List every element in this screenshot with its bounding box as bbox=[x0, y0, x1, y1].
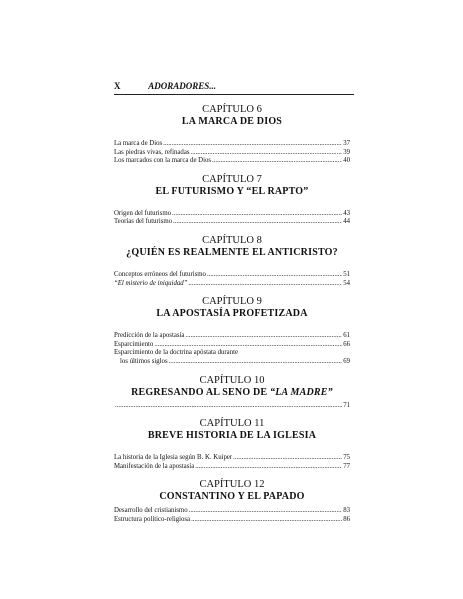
entry-text: Teorías del futurismo bbox=[114, 218, 173, 226]
chapter-7 bbox=[114, 174, 350, 227]
chapter-title: ¿QUIÉN ES REALMENTE EL ANTICRISTO? bbox=[126, 246, 338, 258]
entry-text: Los marcados con la marca de Dios bbox=[114, 157, 212, 165]
entry-page: 69 bbox=[343, 357, 350, 365]
chapter-label: CAPÍTULO 6 bbox=[202, 104, 262, 115]
entry-text: Origen del futurismo bbox=[114, 209, 172, 217]
chapter-title-text: REGRESANDO AL SENO DE bbox=[131, 386, 271, 398]
leader-dots bbox=[154, 341, 342, 350]
toc-entry[interactable] bbox=[114, 454, 350, 463]
entry-text: Predicción de la apostasía bbox=[114, 332, 185, 340]
entry-page: 37 bbox=[343, 140, 350, 147]
leader-dots bbox=[207, 271, 342, 280]
entry-text: “El misterio de iniquidad” bbox=[114, 279, 188, 287]
chapter-title: CONSTANTINO Y EL PAPADO bbox=[159, 491, 305, 503]
entry-page: 77 bbox=[343, 462, 350, 470]
entry-page: 43 bbox=[343, 209, 350, 217]
toc-entry[interactable] bbox=[114, 218, 350, 227]
toc-entry[interactable] bbox=[114, 516, 350, 525]
entry-text: La historia de la Iglesia según B. K. Kuiper bbox=[114, 454, 233, 462]
leader-dots bbox=[189, 507, 343, 516]
entry-text: los últimos siglos bbox=[120, 357, 168, 365]
entry-page: 51 bbox=[343, 270, 350, 278]
entry-page: 39 bbox=[343, 148, 350, 156]
toc-entry[interactable] bbox=[114, 157, 350, 166]
chapter-title: LA APOSTASÍA PROFETIZADA bbox=[156, 308, 308, 320]
entry-page: 61 bbox=[343, 332, 350, 340]
chapter-8 bbox=[114, 235, 350, 288]
chapter-label: CAPÍTULO 10 bbox=[199, 374, 265, 386]
chapter-11 bbox=[114, 418, 350, 471]
toc-entry[interactable] bbox=[114, 463, 350, 472]
chapter-label: CAPÍTULO 9 bbox=[202, 296, 262, 308]
entry-page: 71 bbox=[343, 401, 350, 409]
chapter-title bbox=[114, 387, 350, 399]
entry-page: 83 bbox=[343, 507, 350, 515]
toc-entry[interactable] bbox=[114, 507, 350, 516]
entry-page: 66 bbox=[343, 340, 350, 348]
entry-page: 44 bbox=[343, 218, 350, 226]
entry-page: 86 bbox=[343, 515, 350, 523]
leader-dots bbox=[191, 516, 342, 525]
leader-dots bbox=[185, 332, 342, 341]
entry-text: Desarrollo del cristianismo bbox=[114, 507, 188, 515]
toc-entry[interactable] bbox=[114, 341, 350, 350]
toc-entry[interactable] bbox=[114, 210, 350, 219]
entry-text: Conceptos erróneos del futurismo bbox=[114, 270, 206, 278]
leader-dots bbox=[188, 280, 342, 289]
chapter-10 bbox=[114, 375, 350, 411]
leader-dots bbox=[191, 149, 343, 158]
entry-text: La marca de Dios bbox=[114, 140, 163, 147]
chapter-label: CAPÍTULO 12 bbox=[199, 479, 265, 491]
toc-entry[interactable] bbox=[114, 402, 350, 411]
entry-page: 40 bbox=[343, 157, 350, 165]
leader-dots bbox=[169, 358, 343, 367]
chapter-title: LA MARCA DE DIOS bbox=[181, 116, 283, 127]
entry-text: Las piedras vivas, refinadas bbox=[114, 148, 190, 156]
leader-dots bbox=[163, 140, 342, 149]
toc-entry[interactable] bbox=[114, 280, 350, 289]
running-head bbox=[114, 80, 354, 95]
running-title: ADORADORES... bbox=[148, 81, 217, 91]
entry-text: Manifestación de la apostasía bbox=[114, 462, 195, 470]
leader-dots bbox=[195, 463, 342, 472]
leader-dots bbox=[172, 210, 342, 219]
chapter-label: CAPÍTULO 7 bbox=[202, 173, 262, 185]
entry-page: 54 bbox=[343, 279, 350, 287]
entry-page: 75 bbox=[343, 454, 350, 462]
chapter-label: CAPÍTULO 8 bbox=[202, 234, 262, 246]
toc-entry[interactable] bbox=[114, 332, 350, 341]
entry-text: Esparcimiento bbox=[114, 340, 154, 348]
chapter-title-italic: “LA MADRE” bbox=[270, 386, 333, 398]
entry-text: Esparcimiento de la doctrina apóstata durante bbox=[114, 349, 238, 357]
chapter-6 bbox=[114, 104, 350, 166]
toc-entry[interactable] bbox=[114, 349, 350, 358]
toc-entry[interactable] bbox=[114, 271, 350, 280]
leader-dots bbox=[173, 218, 342, 227]
leader-dots bbox=[212, 157, 342, 166]
toc-entry[interactable] bbox=[114, 358, 350, 367]
chapter-label: CAPÍTULO 11 bbox=[199, 418, 265, 430]
chapter-12 bbox=[114, 479, 350, 524]
toc-entry[interactable] bbox=[114, 149, 350, 158]
leader-dots bbox=[233, 454, 342, 463]
chapter-title: EL FUTURISMO Y “EL RAPTO” bbox=[155, 185, 309, 197]
toc-entry[interactable] bbox=[114, 140, 350, 149]
chapter-title: BREVE HISTORIA DE LA IGLESIA bbox=[147, 430, 317, 442]
leader-dots bbox=[115, 402, 342, 411]
table-of-contents bbox=[114, 100, 350, 533]
entry-text: Estructura político-religiosa bbox=[114, 515, 191, 523]
page-number: X bbox=[114, 81, 121, 91]
chapter-9 bbox=[114, 296, 350, 366]
